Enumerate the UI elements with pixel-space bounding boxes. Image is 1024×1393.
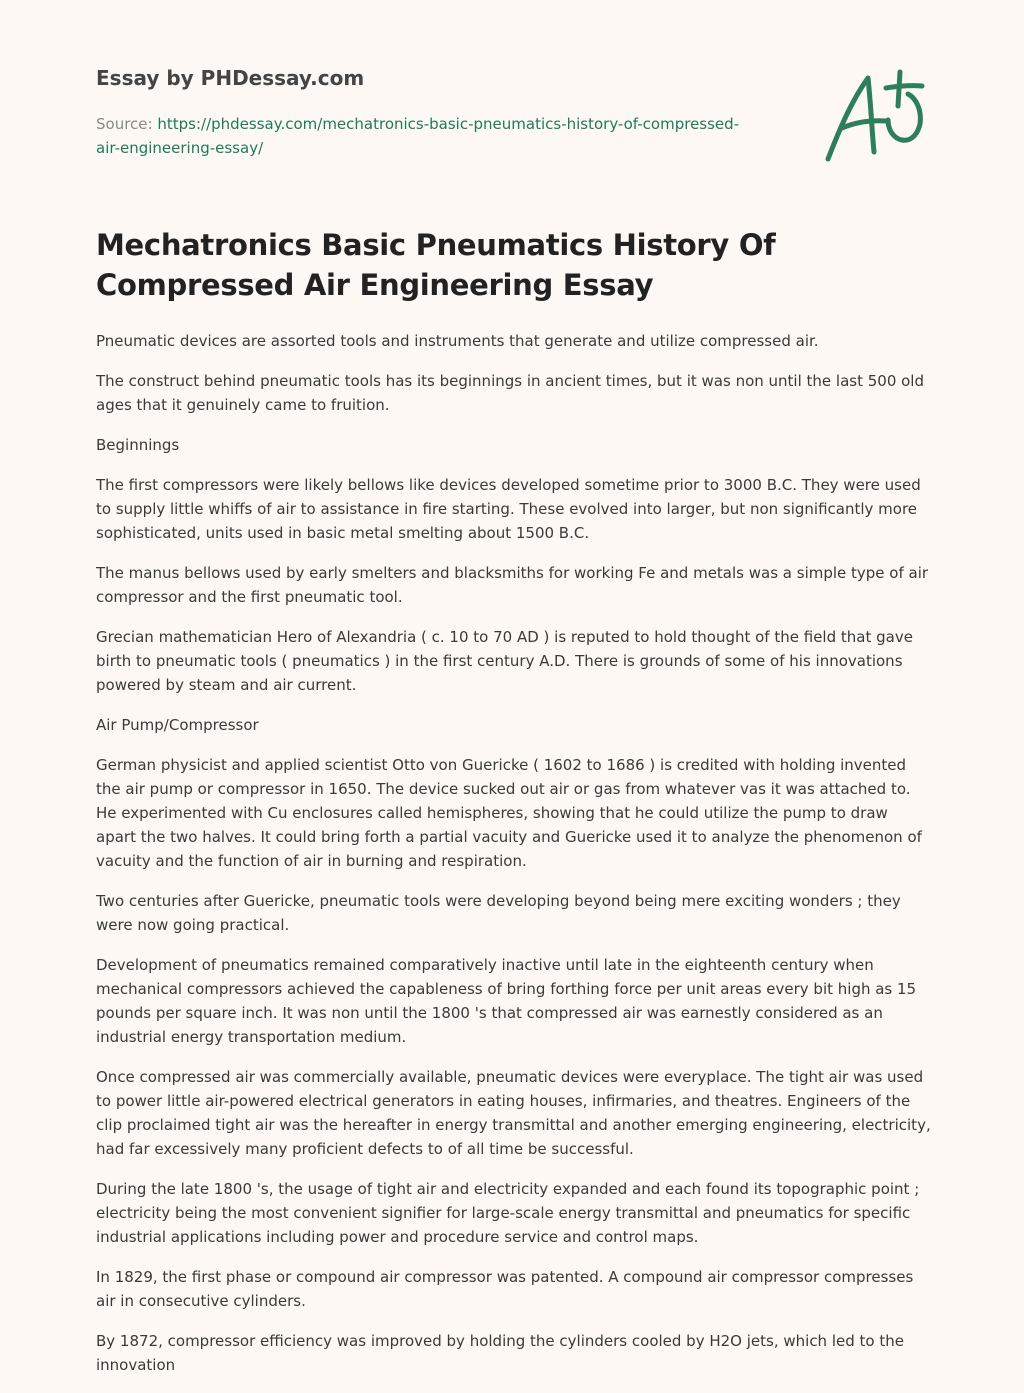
essay-article xyxy=(96,225,932,1393)
source-link-line-2[interactable]: air-engineering-essay/ xyxy=(96,139,264,157)
paragraph: Once compressed air was commercially available, pneumatic devices were everyplace. The tight air was used to power little air-powered electrical generators in eating houses, infirmaries, and theatres. Engineers of the clip proclaimed tight air was the hereafter in energy transmittal and another emerging engineering, electricity, had far excessively many proficient defects to of all time be successful. xyxy=(96,1068,931,1158)
paragraph: During the late 1800 's, the usage of tight air and electricity expanded and each found its topographic point ; electricity being the most convenient signifier for large-scale energy transmittal and pneumatics for specific industrial applications including power and procedure service and control maps. xyxy=(96,1180,920,1246)
paragraph: Pneumatic devices are assorted tools and instruments that generate and utilize compressed air. xyxy=(96,332,819,350)
paragraph: In 1829, the first phase or compound air compressor was patented. A compound air compressor compresses air in consecutive cylinders. xyxy=(96,1268,914,1310)
source-label: Source: xyxy=(96,115,153,133)
paragraph: Two centuries after Guericke, pneumatic tools were developing beyond being mere exciting wonders ; they were now going practical. xyxy=(96,892,901,934)
essay-title: Mechatronics Basic Pneumatics History Of Compressed Air Engineering Essay xyxy=(96,228,776,302)
paragraph: By 1872, compressor efficiency was improved by holding the cylinders cooled by H2O jets, which led to the innovation xyxy=(96,1332,904,1374)
paragraph: The construct behind pneumatic tools has its beginnings in ancient times, but it was non until the last 500 old ages that it genuinely came to fruition. xyxy=(96,372,924,414)
paragraph: The manus bellows used by early smelters and blacksmiths for working Fe and metals was a simple type of air compressor and the first pneumatic tool. xyxy=(96,564,929,606)
section-heading: Air Pump/Compressor xyxy=(96,716,259,734)
paragraph: The first compressors were likely bellows like devices developed sometime prior to 3000 B.C. They were used to supply little whiffs of air to assistance in fire starting. These evolved into larger, but non significantly more sophisticated, units used in basic metal smelting about 1500 B.C. xyxy=(96,476,921,542)
section-heading: Beginnings xyxy=(96,436,180,454)
source-link[interactable] xyxy=(96,115,739,157)
source-link-line-1[interactable]: https://phdessay.com/mechatronics-basic-pneumatics-history-of-compressed- xyxy=(157,115,740,133)
site-title: Essay by PHDessay.com xyxy=(96,66,365,90)
source-line xyxy=(96,112,756,160)
paragraph: Grecian mathematician Hero of Alexandria ( c. 10 to 70 AD ) is reputed to hold thought of the field that gave birth to pneumatic tools ( pneumatics ) in the first century A.D. There is grounds of some of his innovations powered by steam and air current. xyxy=(96,628,913,694)
paragraph: German physicist and applied scientist Otto von Guericke ( 1602 to 1686 ) is credited with holding invented the air pump or compressor in 1650. The device sucked out air or gas from whatever vas it was attached to. He experimented with Cu enclosures called hemispheres, showing that he could utilize the pump to draw apart the two halves. It could bring forth a partial vacuity and Guericke used it to analyze the phenomenon of vacuity and the function of air in burning and respiration. xyxy=(96,756,922,870)
paragraph: Development of pneumatics remained comparatively inactive until late in the eighteenth century when mechanical compressors achieved the capableness of bring forthing force per unit areas every bit high as 15 pounds per square inch. It was non until the 1800 's that compressed air was earnestly considered as an industrial energy transportation medium. xyxy=(96,956,917,1046)
a-plus-grade-icon xyxy=(818,66,930,166)
page-header xyxy=(96,64,756,160)
